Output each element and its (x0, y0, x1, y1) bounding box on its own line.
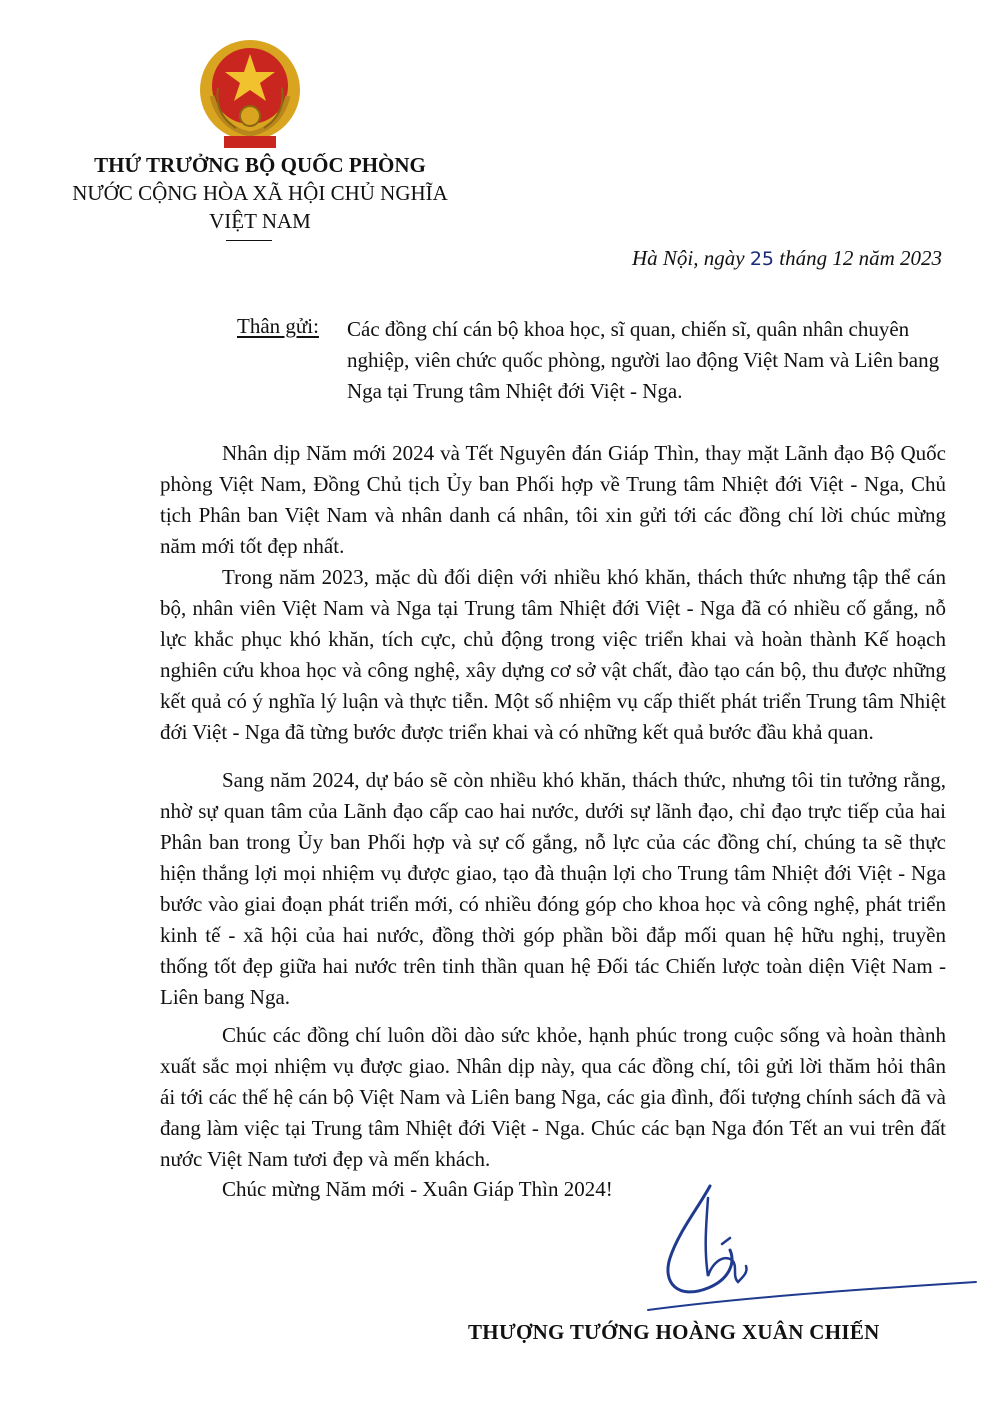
place-date (632, 246, 942, 271)
date-day: 25 (749, 248, 774, 270)
issuer-title: THỨ TRƯỞNG BỘ QUỐC PHÒNG (94, 153, 426, 177)
date-prefix: Hà Nội, ngày (631, 246, 750, 270)
country-name-line1: NƯỚC CỘNG HÒA XÃ HỘI CHỦ NGHĨA (72, 181, 448, 205)
header-divider (226, 240, 272, 241)
letter-paragraph: Trong năm 2023, mặc dù đối diện với nhiều khó khăn, thách thức nhưng tập thể cán bộ, nhân viên Việt Nam và Nga tại Trung tâm Nhiệt đới Việt - Nga đã có nhiều cố gắng, nỗ lực khắc phục khó khăn, tích cực, chủ động trong việc triển khai và hoàn thành Kế hoạch nghiên cứu khoa học và công nghệ, xây dựng cơ sở vật chất, đào tạo cán bộ, thu được những kết quả có ý nghĩa lý luận và thực tiễn. Một số nhiệm vụ cấp thiết phát triển Trung tâm Nhiệt đới Việt - Nga đã từng bước được triển khai và có những kết quả bước đầu khả quan. (160, 565, 946, 744)
letter-paragraph: Sang năm 2024, dự báo sẽ còn nhiều khó khăn, thách thức, nhưng tôi tin tưởng rằng, nhờ sự quan tâm của Lãnh đạo cấp cao hai nước, dưới sự lãnh đạo, chỉ đạo trực tiếp của hai Phân ban trong Ủy ban Phối hợp và sự cố gắng, nỗ lực của các đồng chí, chúng ta sẽ thực hiện thắng lợi mọi nhiệm vụ được giao, tạo đà thuận lợi cho Trung tâm Nhiệt đới Việt - Nga bước vào giai đoạn phát triển mới, có nhiều đóng góp cho khoa học và công nghệ, phát triển kinh tế - xã hội của hai nước, đồng thời góp phần bồi đắp mối quan hệ hữu nghị, truyền thống tốt đẹp giữa hai nước trên tinh thần quan hệ Đối tác Chiến lược toàn diện Việt Nam - Liên bang Nga. (160, 768, 946, 1009)
letter-paragraph: Chúc các đồng chí luôn dồi dào sức khỏe, hạnh phúc trong cuộc sống và hoàn thành xuất sắc mọi nhiệm vụ được giao. Nhân dịp này, qua các đồng chí, tôi gửi lời thăm hỏi thân ái tới các thế hệ cán bộ Việt Nam và Liên bang Nga, các gia đình, đối tượng chính sách đã và đang làm việc tại Trung tâm Nhiệt đới Việt - Nga. Chúc các bạn Nga đón Tết an vui trên đất nước Việt Nam tươi đẹp và mến khách. (160, 1023, 946, 1171)
closing-greeting: Chúc mừng Năm mới - Xuân Giáp Thìn 2024! (222, 1177, 613, 1201)
recipient-text: Các đồng chí cán bộ khoa học, sĩ quan, chiến sĩ, quân nhân chuyên nghiệp, viên chức quốc phòng, người lao động Việt Nam và Liên bang Nga tại Trung tâm Nhiệt đới Việt - Nga. (347, 317, 940, 403)
signer-name: THƯỢNG TƯỚNG HOÀNG XUÂN CHIẾN (468, 1320, 880, 1344)
national-emblem-icon (190, 36, 310, 152)
date-suffix: tháng 12 năm 2023 (774, 246, 942, 270)
country-name-line2: VIỆT NAM (209, 209, 311, 233)
recipient-label: Thân gửi: (237, 314, 319, 338)
handwritten-signature (618, 1178, 978, 1318)
letter-paragraph: Nhân dịp Năm mới 2024 và Tết Nguyên đán Giáp Thìn, thay mặt Lãnh đạo Bộ Quốc phòng Việt Nam, Đồng Chủ tịch Ủy ban Phối hợp về Trung tâm Nhiệt đới Việt - Nga, Chủ tịch Phân ban Việt Nam và nhân danh cá nhân, tôi xin gửi tới các đồng chí lời chúc mừng năm mới tốt đẹp nhất. (160, 441, 946, 558)
